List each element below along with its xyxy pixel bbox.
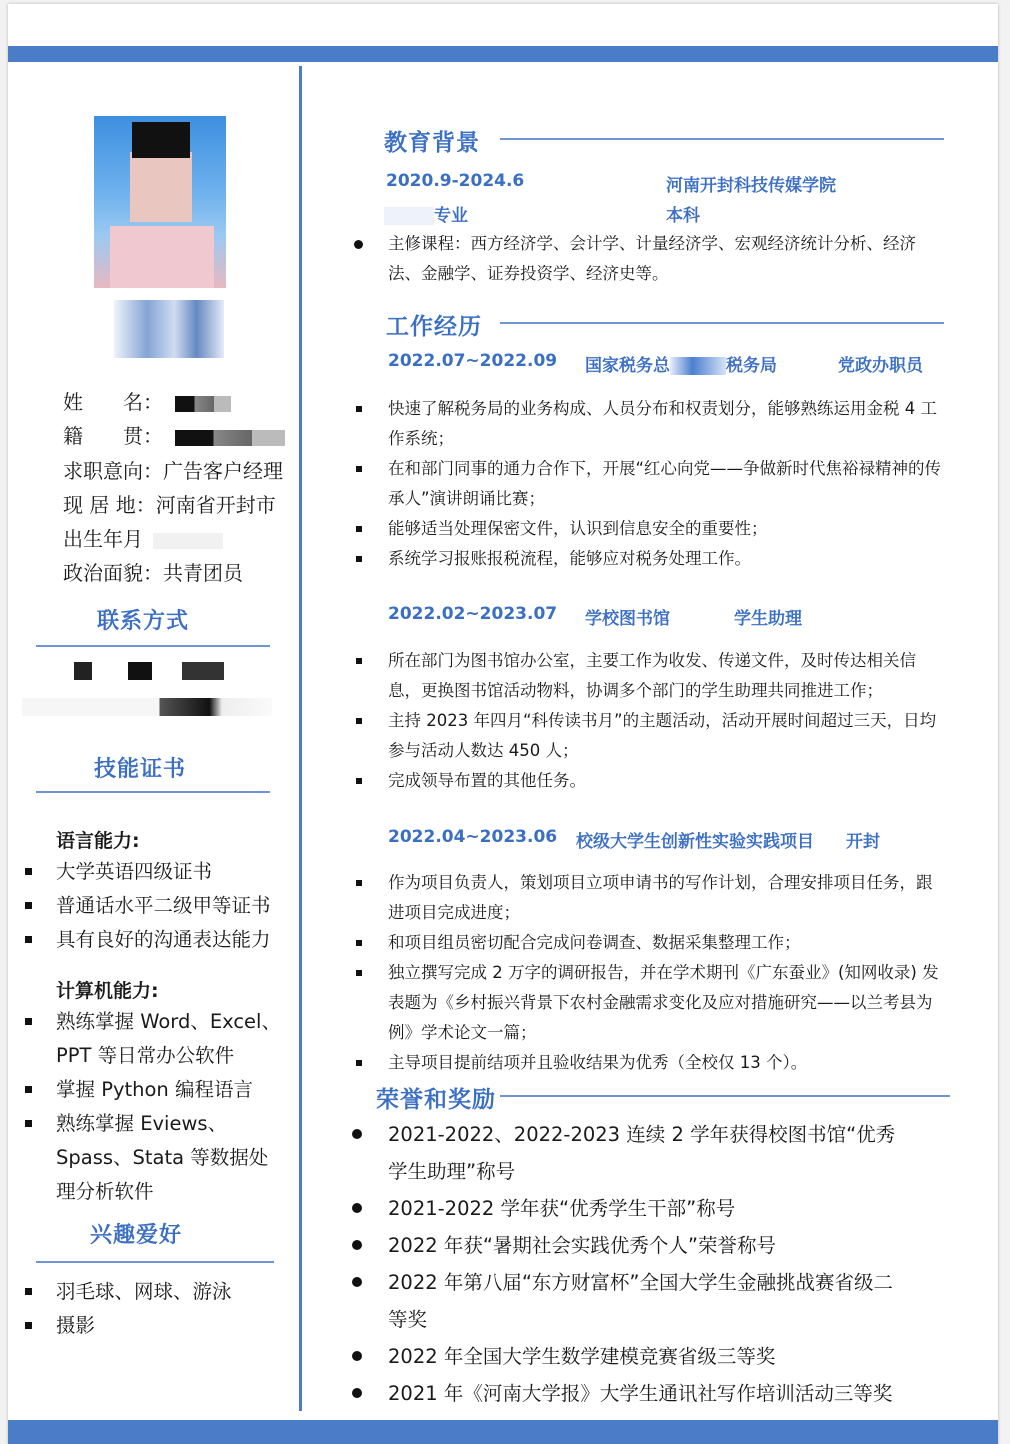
redacted-value [175, 396, 231, 412]
info-row-political: 政治面貌：共青团员 [63, 561, 243, 585]
list-item: 普通话水平二级甲等证书 [22, 889, 292, 923]
list-item: 摄影 [22, 1309, 286, 1343]
list-item: 羽毛球、网球、游泳 [22, 1275, 286, 1309]
list-item: 主持 2023 年四月“科传读书月”的主题活动，活动开展时间超过三天，日均参与活动人数达 450 人； [352, 706, 942, 766]
job3-period: 2022.04~2023.06 [388, 827, 558, 847]
info-row-job-intent: 求职意向：广告客户经理 [63, 459, 283, 483]
job3-role: 开封 [846, 832, 880, 852]
job2-period: 2022.02~2023.07 [388, 604, 558, 624]
list-item: 2022 年第八届“东方财富杯”全国大学生金融挑战赛省级二等奖 [352, 1264, 912, 1338]
honors-list [352, 1116, 912, 1412]
info-label: 求职意向 [63, 459, 143, 483]
list-item: 熟练掌握 Word、Excel、PPT 等日常办公软件 [22, 1005, 286, 1073]
job1-period: 2022.07~2022.09 [388, 351, 558, 371]
work-heading: 工作经历 [386, 314, 482, 340]
computer-subheading: 计算机能力: [56, 980, 159, 1002]
contact-email-redacted [22, 698, 272, 716]
job3-list [352, 868, 942, 1078]
job1-role: 党政办职员 [838, 356, 923, 376]
language-subheading: 语言能力: [56, 830, 140, 852]
info-value: 共青团员 [163, 561, 243, 585]
major-suffix: 专业 [434, 206, 468, 226]
list-item: 所在部门为图书馆办公室，主要工作为收发、传递文件，及时传达相关信息，更换图书馆活动物料，协调多个部门的学生助理共同推进工作； [352, 646, 942, 706]
honors-rule [500, 1095, 950, 1097]
education-rule [500, 138, 944, 140]
honors-heading: 荣誉和奖励 [376, 1087, 496, 1113]
info-value: 广告客户经理 [163, 459, 283, 483]
info-row-residence: 现 居 地：河南省开封市 [63, 493, 276, 517]
redacted-org [670, 357, 726, 375]
education-period: 2020.9-2024.6 [386, 171, 525, 191]
hobbies-heading: 兴趣爱好 [90, 1223, 183, 1248]
list-item: 和项目组员密切配合完成问卷调查、数据采集整理工作； [352, 928, 942, 958]
contact-heading: 联系方式 [97, 609, 190, 634]
hobbies-rule [36, 1261, 274, 1263]
redacted-value [175, 430, 285, 446]
list-item: 2021-2022 学年获“优秀学生干部”称号 [352, 1190, 912, 1227]
skills-rule [36, 791, 270, 793]
info-label: 现 居 地 [63, 493, 136, 517]
job1-list [352, 394, 942, 574]
list-item: 掌握 Python 编程语言 [22, 1073, 286, 1107]
list-item: 作为项目负责人，策划项目立项申请书的写作计划，合理安排项目任务，跟进项目完成进度； [352, 868, 942, 928]
job2-list [352, 646, 942, 796]
name-redacted [114, 300, 224, 358]
list-item: 2022 年获“暑期社会实践优秀个人”荣誉称号 [352, 1227, 912, 1264]
list-item: 系统学习报账报税流程，能够应对税务处理工作。 [352, 544, 942, 574]
bottom-accent-bar [8, 1420, 998, 1444]
list-item: 熟练掌握 Eviews、Spass、Stata 等数据处理分析软件 [22, 1107, 286, 1209]
list-item: 快速了解税务局的业务构成、人员分布和权责划分，能够熟练运用金税 4 工作系统； [352, 394, 942, 454]
education-courses-list [352, 229, 942, 289]
computer-list [22, 1005, 286, 1209]
job3-org: 校级大学生创新性实验实践项目 [576, 832, 814, 852]
list-item: 2022 年全国大学生数学建模竞赛省级三等奖 [352, 1338, 912, 1375]
list-item: 主修课程：西方经济学、会计学、计量经济学、宏观经济统计分析、经济法、金融学、证券投资学、经济史等。 [352, 229, 942, 289]
list-item: 主导项目提前结项并且验收结果为优秀（全校仅 13 个）。 [352, 1048, 942, 1078]
redacted-major [384, 207, 434, 225]
list-item: 在和部门同事的通力合作下，开展“红心向党——争做新时代焦裕禄精神的传承人”演讲朗诵比赛； [352, 454, 942, 514]
job2-org: 学校图书馆 [585, 609, 670, 629]
list-item: 2021-2022、2022-2023 连续 2 学年获得校图书馆“优秀学生助理”称号 [352, 1116, 912, 1190]
job2-role: 学生助理 [734, 609, 802, 629]
education-school: 河南开封科技传媒学院 [666, 176, 836, 196]
org-part: 国家税务总 [585, 356, 670, 376]
redacted-value [153, 533, 223, 549]
contact-rule [36, 645, 270, 647]
education-major [384, 201, 468, 226]
list-item: 大学英语四级证书 [22, 855, 292, 889]
education-heading: 教育背景 [384, 130, 480, 156]
info-label: 籍 贯 [63, 424, 143, 448]
contact-phone-redacted [74, 662, 224, 680]
job1-org [585, 351, 777, 376]
profile-photo [94, 116, 226, 288]
list-item: 具有良好的沟通表达能力 [22, 923, 292, 957]
org-part: 税务局 [726, 356, 777, 376]
info-row-name: 姓 名： [63, 390, 231, 414]
education-degree: 本科 [666, 206, 700, 226]
language-list [22, 855, 292, 957]
column-divider [299, 66, 302, 1411]
info-row-birth [63, 527, 223, 551]
info-label: 出生年月 [63, 527, 143, 551]
info-row-native-place: 籍 贯： [63, 424, 285, 448]
list-item: 独立撰写完成 2 万字的调研报告，并在学术期刊《广东蚕业》(知网收录) 发表题为《乡村振兴背景下农村金融需求变化及应对措施研究——以兰考县为例》学术论文一篇； [352, 958, 942, 1048]
top-accent-bar [8, 46, 998, 62]
info-value: 河南省开封市 [155, 493, 276, 517]
list-item: 能够适当处理保密文件，认识到信息安全的重要性； [352, 514, 942, 544]
info-label: 姓 名 [63, 390, 143, 414]
list-item: 完成领导布置的其他任务。 [352, 766, 942, 796]
work-rule [500, 322, 944, 324]
skills-heading: 技能证书 [94, 757, 187, 782]
info-label: 政治面貌 [63, 561, 143, 585]
resume-page [8, 4, 998, 1444]
list-item: 2021 年《河南大学报》大学生通讯社写作培训活动三等奖 [352, 1375, 912, 1412]
hobbies-list [22, 1275, 286, 1343]
